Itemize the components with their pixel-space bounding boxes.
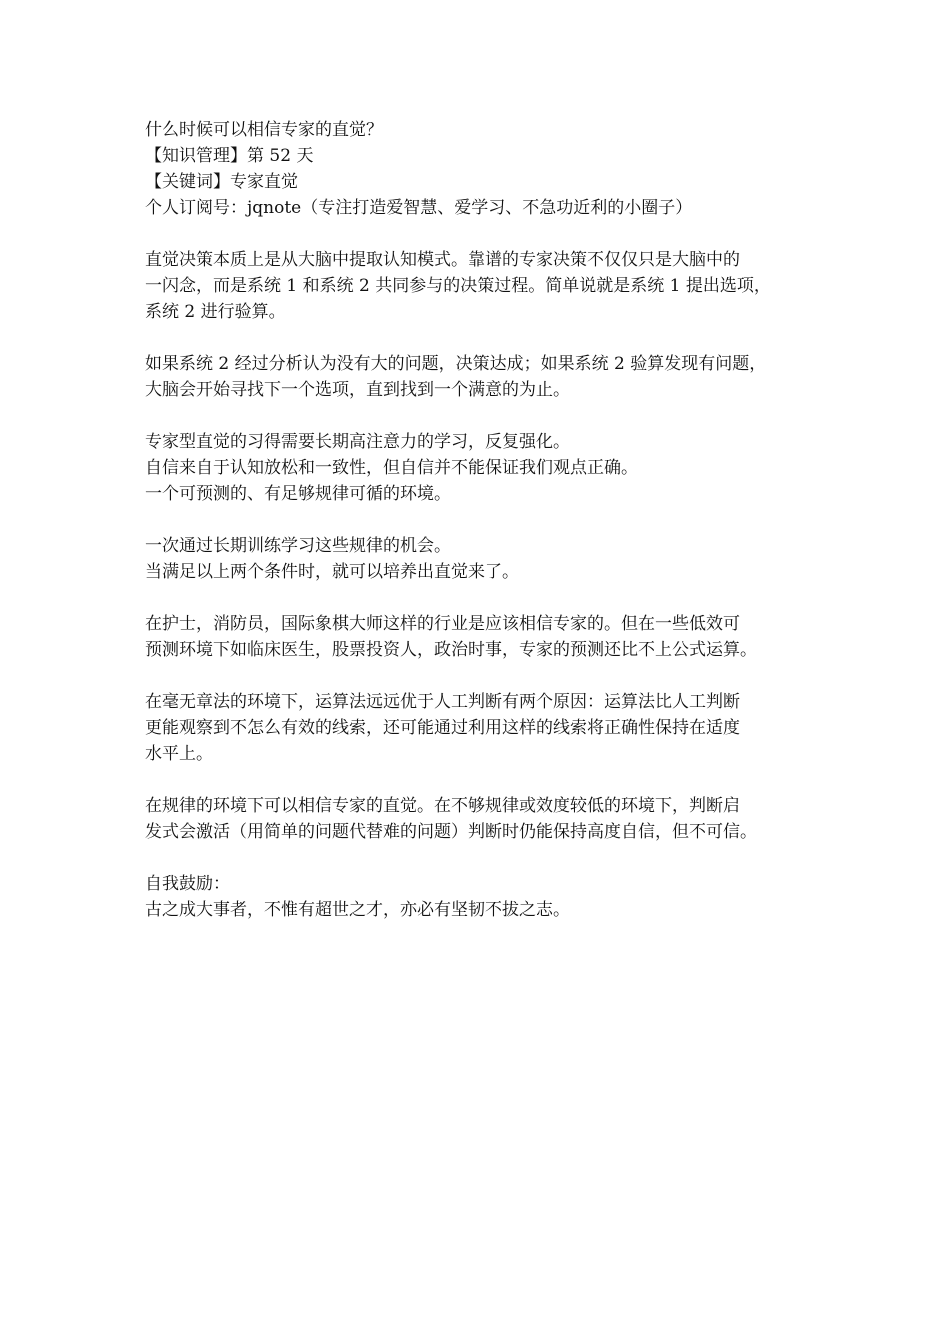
paragraph-algorithms	[145, 689, 825, 767]
paragraph-line: 当满足以上两个条件时，就可以培养出直觉来了。	[145, 562, 519, 582]
paragraph-line: 一个可预测的、有足够规律可循的环境。	[145, 484, 451, 504]
paragraph-line: 自信来自于认知放松和一致性，但自信并不能保证我们观点正确。	[145, 458, 638, 478]
paragraph-line: 在护士，消防员，国际象棋大师这样的行业是应该相信专家的。但在一些低效可	[145, 614, 740, 634]
encouragement-label: 自我鼓励：	[145, 874, 230, 894]
paragraph-line: 大脑会开始寻找下一个选项，直到找到一个满意的为止。	[145, 380, 570, 400]
paragraph-line: 在规律的环境下可以相信专家的直觉。在不够规律或效度较低的环境下，判断启	[145, 796, 740, 816]
paragraph-professions	[145, 611, 825, 663]
paragraph-conditions	[145, 533, 825, 585]
paragraph-system-two	[145, 351, 825, 403]
paragraph-line: 更能观察到不怎么有效的线索，还可能通过利用这样的线索将正确性保持在适度	[145, 718, 740, 738]
paragraph-line: 一闪念，而是系统 1 和系统 2 共同参与的决策过程。简单说就是系统 1 提出选项，	[145, 276, 771, 296]
paragraph-line: 水平上。	[145, 744, 213, 764]
paragraph-line: 直觉决策本质上是从大脑中提取认知模式。靠谱的专家决策不仅仅只是大脑中的	[145, 250, 740, 270]
paragraph-trust-conclusion	[145, 793, 825, 845]
paragraph-expert-intuition	[145, 429, 825, 507]
document-page	[145, 117, 825, 923]
paragraph-line: 如果系统 2 经过分析认为没有大的问题，决策达成；如果系统 2 验算发现有问题，	[145, 354, 767, 374]
document-header	[145, 117, 825, 221]
paragraph-line: 系统 2 进行验算。	[145, 302, 286, 322]
category-line: 【知识管理】第 52 天	[145, 146, 314, 166]
paragraph-line: 在毫无章法的环境下，运算法远远优于人工判断有两个原因：运算法比人工判断	[145, 692, 740, 712]
paragraph-line: 一次通过长期训练学习这些规律的机会。	[145, 536, 451, 556]
keywords-line: 【关键词】专家直觉	[145, 172, 298, 192]
paragraph-intuition-nature	[145, 247, 825, 325]
subscription-line: 个人订阅号：jqnote（专注打造爱智慧、爱学习、不急功近利的小圈子）	[145, 198, 693, 218]
paragraph-line: 预测环境下如临床医生，股票投资人，政治时事，专家的预测还比不上公式运算。	[145, 640, 757, 660]
encouragement-quote: 古之成大事者，不惟有超世之才，亦必有坚韧不拔之志。	[145, 900, 570, 920]
paragraph-line: 发式会激活（用简单的问题代替难的问题）判断时仍能保持高度自信，但不可信。	[145, 822, 757, 842]
paragraph-line: 专家型直觉的习得需要长期高注意力的学习，反复强化。	[145, 432, 570, 452]
paragraph-self-encouragement	[145, 871, 825, 923]
document-title: 什么时候可以相信专家的直觉？	[145, 120, 383, 140]
